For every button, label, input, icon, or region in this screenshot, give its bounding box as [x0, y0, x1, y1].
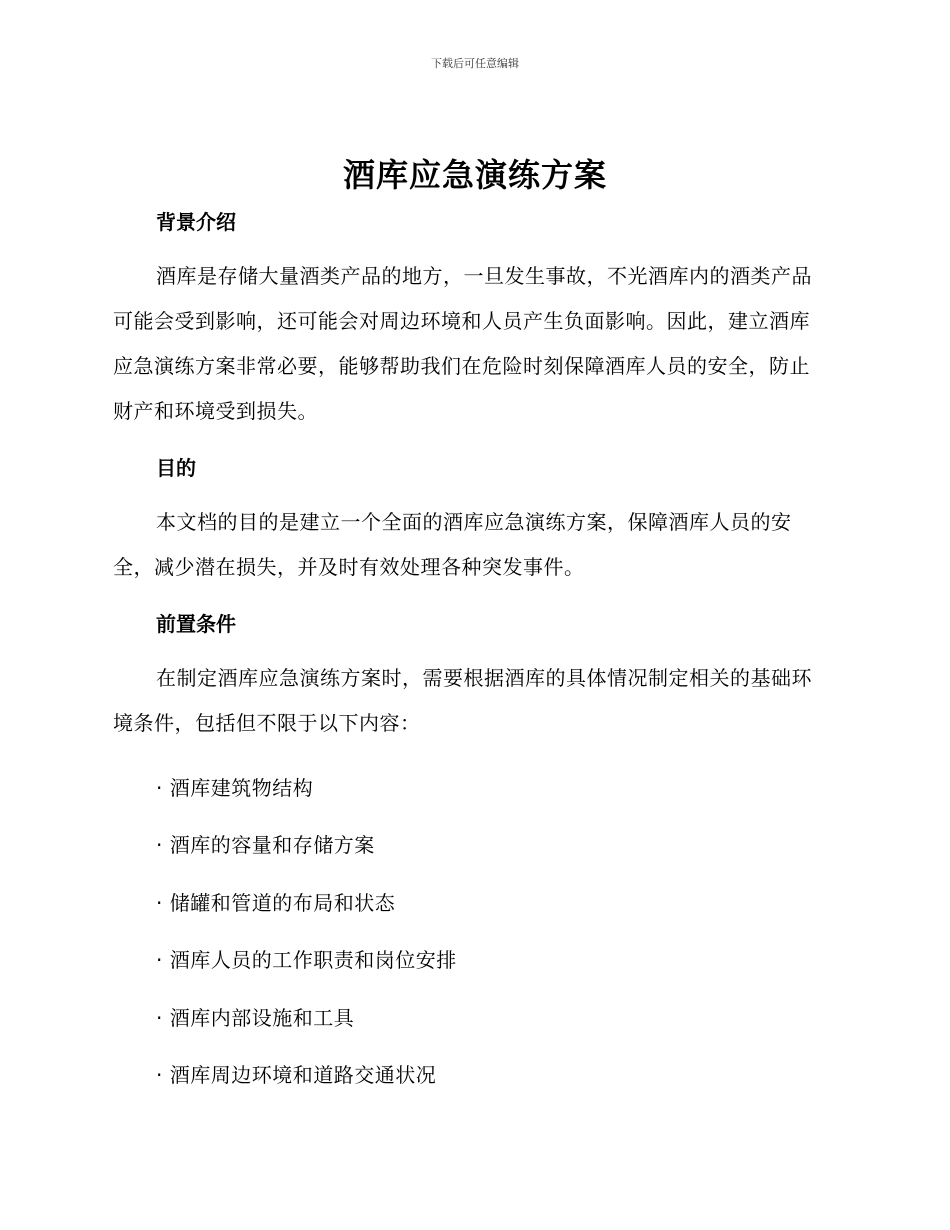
list-item: · 酒库周边环境和道路交通状况: [156, 1062, 437, 1087]
page-header-note: 下载后可任意编辑: [431, 57, 519, 70]
list-item: · 酒库人员的工作职责和岗位安排: [156, 948, 457, 973]
document-body: [113, 200, 829, 1104]
list-item: · 酒库建筑物结构: [156, 776, 314, 800]
section-heading-purpose: 目的: [156, 456, 196, 480]
section-heading-background: 背景介绍: [156, 210, 236, 234]
preconditions-list: [113, 760, 829, 1104]
list-item: · 酒库的容量和存储方案: [156, 833, 375, 858]
section-paragraph-purpose: 本文档的目的是建立一个全面的酒库应急演练方案，保障酒库人员的安全，减少潜在损失，并及时有效处理各种突发事件。: [113, 510, 792, 579]
list-item: · 储罐和管道的布局和状态: [156, 890, 396, 915]
section-paragraph-preconditions: 在制定酒库应急演练方案时，需要根据酒库的具体情况制定相关的基础环境条件，包括但不限于以下内容：: [113, 666, 812, 735]
section-paragraph-background: 酒库是存储大量酒类产品的地方，一旦发生事故，不光酒库内的酒类产品可能会受到影响，还可能会对周边环境和人员产生负面影响。因此，建立酒库应急演练方案非常必要，能够帮助我们在危险时刻保障酒库人员的安全，防止财产和环境受到损失。: [113, 264, 812, 423]
section-heading-preconditions: 前置条件: [156, 612, 236, 636]
document-title: 酒库应急演练方案: [342, 156, 607, 194]
list-item: · 酒库内部设施和工具: [156, 1005, 355, 1030]
